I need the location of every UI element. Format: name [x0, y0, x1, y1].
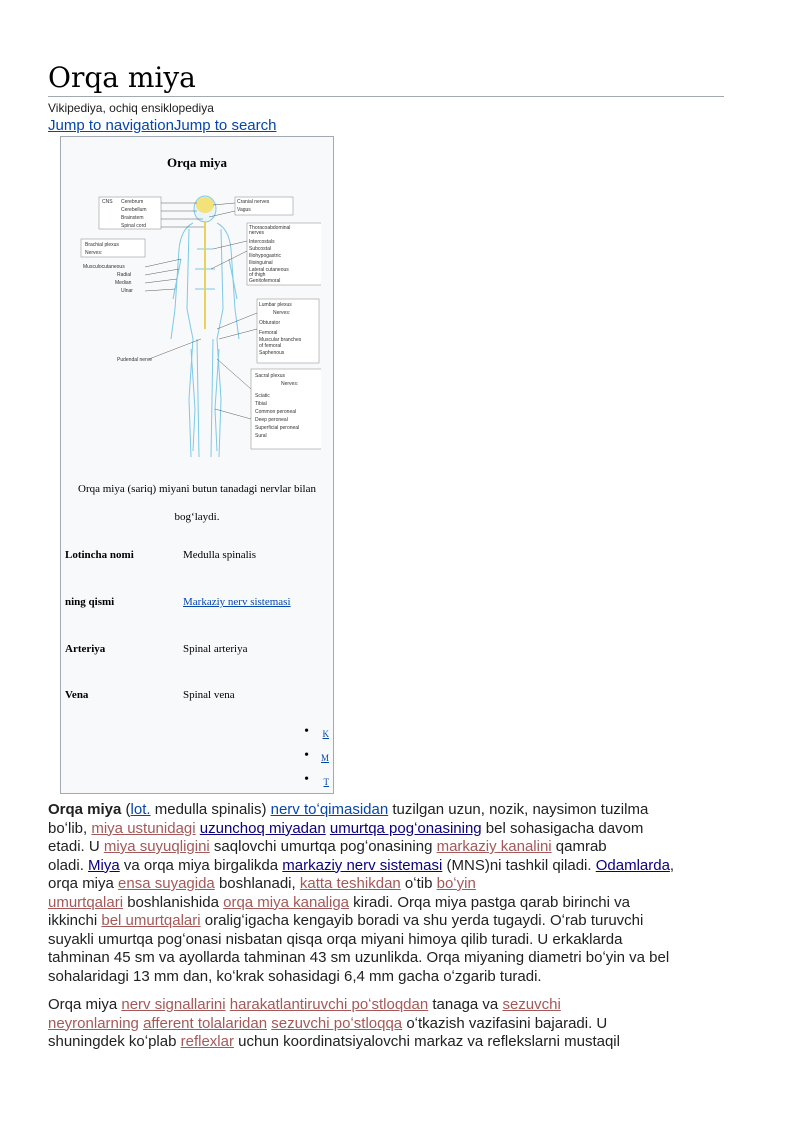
humans-link[interactable]: Odamlarda	[595, 856, 670, 874]
label-spinal-cord: Spinal cord	[121, 223, 147, 229]
navbar-item-edit: • T	[304, 772, 329, 787]
label-median: Median	[115, 280, 132, 286]
foramen-magnum-link[interactable]: katta teshikdan	[299, 875, 401, 892]
brainstem-link[interactable]: miya ustunidagi	[91, 819, 196, 837]
label-nerves-1: nerves	[249, 230, 265, 236]
label-cerebrum: Cerebrum	[121, 199, 144, 205]
navbar-view-link[interactable]: K	[322, 729, 329, 739]
vertebral-column-link[interactable]: umurtqa pogʻonasining	[329, 819, 482, 837]
label-superficial-peroneal: Superficial peroneal	[255, 425, 300, 431]
infobox-row-vein: Vena Spinal vena	[65, 689, 235, 701]
page-header	[48, 0, 724, 135]
label-lateral-cutaneous: Lateral cutaneous	[249, 267, 289, 273]
label-radial: Radial	[117, 272, 132, 278]
cervical-vertebrae-link-1[interactable]: boʻyin	[436, 875, 476, 892]
nervous-tissue-link[interactable]: nerv toʻqimasidan	[270, 801, 389, 818]
article-paragraph-1: Orqa miya (lot. medulla spinalis) nerv toʻqimasidan tuzilgan uzun, nozik, naysimon tuzilma boʻlib, miya ustunidagi uzunchoq miyadan umurtqa pogʻonasining bel sohasigacha davom etadi. U miya suyuqligini saqlovchi umurtqa pogʻonasining markaziy kanalini qamrab oladi. Miya va orqa miya birgalikda markaziy nerv sistemasi (MNS)ni tashkil qiladi. Odamlarda, orqa miya ensa suyagida boshlanadi, katta teshikdan oʻtib boʻyin umurtqalari boshlanishida orqa miya kanaliga kiradi. Orqa miya pastga qarab birinchi va ikkinchi bel umurtqalari oraligʻigacha kengayib boradi va shu yerda tugaydi. Oʻrab turuvchi suyakli umurtqa pogʻonasi nisbatan qisqa orqa miyani himoya qilib turadi. U erkaklarda tahminan 45 sm va ayollarda tahminan 43 sm uzunlikda. Orqa miyaning diametri boʻyin va bel sohalaridagi 13 mm dan, koʻkrak sohasidagi 6,4 mm gacha oʻzgarib turadi.	[48, 801, 675, 985]
site-tagline: Vikipediya, ochiq ensiklopediya	[48, 101, 214, 115]
csf-link[interactable]: miya suyuqligini	[103, 838, 210, 855]
sensory-neurons-link-1[interactable]: sezuvchi	[502, 996, 561, 1013]
infobox-title: Orqa miya	[166, 155, 228, 170]
label-genitofemoral: Genitofemoral	[249, 278, 281, 284]
navbar-talk-link[interactable]: M	[320, 753, 329, 763]
lumbar-vertebrae-link[interactable]: bel umurtqalari	[101, 912, 201, 929]
jump-to-search-link[interactable]: Jump to search	[173, 117, 277, 134]
label-cns: CNS	[102, 199, 113, 205]
reflexes-link[interactable]: reflexlar	[180, 1033, 234, 1050]
label-ulnar: Ulnar	[121, 288, 133, 294]
label-sural: Sural	[255, 433, 267, 439]
nerve-signals-link[interactable]: nerv signallarini	[121, 996, 226, 1013]
jump-to-navigation-link[interactable]: Jump to navigation	[48, 117, 174, 134]
label-pudendal-nerve: Pudendal nerve	[117, 357, 153, 363]
brain-link[interactable]: Miya	[88, 856, 120, 874]
page-title: Orqa miya	[48, 62, 724, 97]
infobox-row-latin-name: Lotincha nomi Medulla spinalis	[65, 549, 257, 561]
label-sciatic: Sciatic	[255, 393, 270, 399]
label-brachial-plexus: Brachial plexus	[85, 242, 119, 248]
label-ilioinguinal: Ilioinguinal	[249, 260, 273, 266]
article-paragraph-2: Orqa miya nerv signallarini harakatlantiruvchi poʻstloqdan tanaga va sezuvchi neyronlarning afferent tolalaridan sezuvchi poʻstloqqa oʻtkazish vazifasini bajaradi. U shuningdek koʻplab reflexlar uchun koordinatsiyalovchi markaz va reflekslarni mustaqil	[48, 996, 620, 1050]
infobox-row-artery: Arteriya Spinal arteriya	[65, 643, 248, 655]
label-thoracoabdominal: Thoracoabdominal	[249, 225, 291, 231]
central-canal-link[interactable]: markaziy kanalini	[436, 838, 552, 855]
motor-cortex-link[interactable]: harakatlantiruvchi poʻstloqdan	[229, 996, 429, 1013]
label-muscular-branches: Muscular branches	[259, 337, 302, 343]
infobox-row-part-of: ning qismi Markaziy nerv sistemasi	[65, 596, 291, 608]
cns-link[interactable]: markaziy nerv sistemasi	[282, 856, 443, 874]
latin-link[interactable]: lot.	[130, 801, 151, 818]
sensory-cortex-link[interactable]: sezuvchi poʻstloqqa	[271, 1014, 403, 1032]
label-of-thigh: of thigh	[249, 272, 266, 278]
label-obturator: Obturator	[259, 320, 281, 326]
jump-links	[48, 117, 724, 135]
label-iliohypogastric: Iliohypogastric	[249, 253, 281, 259]
label-cerebellum: Cerebellum	[121, 207, 147, 213]
label-vagus: Vagus	[237, 207, 251, 213]
navbar-item-talk: • M	[304, 748, 329, 763]
central-nervous-system-link[interactable]: Markaziy nerv sistemasi	[183, 596, 291, 608]
label-nerves-3: Nerves:	[273, 310, 291, 316]
medulla-link[interactable]: uzunchoq miyadan	[199, 819, 326, 837]
label-of-femoral: of femoral	[259, 343, 282, 349]
label-femoral: Femoral	[259, 330, 278, 336]
label-nerves-4: Nerves:	[281, 381, 299, 387]
infobox	[60, 136, 334, 794]
navbar-item-view: • K	[304, 724, 329, 739]
label-intercostals: Intercostals	[249, 239, 275, 245]
occipital-bone-link[interactable]: ensa suyagida	[118, 875, 215, 892]
label-brainstem: Brainstem	[121, 215, 144, 221]
infobox-caption: Orqa miya (sariq) miyani butun tanadagi nervlar bilan bog‘laydi.	[78, 483, 316, 523]
cervical-vertebrae-link-2[interactable]: umurtqalari	[48, 893, 124, 911]
label-saphenous: Saphenous	[259, 350, 285, 356]
label-deep-peroneal: Deep peroneal	[255, 417, 288, 423]
spinal-canal-link[interactable]: orqa miya kanaliga	[223, 893, 350, 911]
label-common-peroneal: Common peroneal	[255, 409, 297, 415]
label-cranial-nerves: Cranial nerves	[237, 199, 270, 205]
label-lumbar-plexus: Lumbar plexus	[259, 302, 292, 308]
afferent-fibers-link[interactable]: afferent tolalaridan	[143, 1014, 268, 1032]
sensory-neurons-link-2[interactable]: neyronlarning	[48, 1014, 139, 1032]
label-tibial: Tibial	[255, 401, 267, 407]
label-sacral-plexus: Sacral plexus	[255, 373, 286, 379]
label-nerves-2: Nerves:	[85, 250, 103, 256]
label-subcostal: Subcostal	[249, 246, 271, 252]
nervous-system-diagram	[77, 189, 321, 469]
navbar-edit-link[interactable]: T	[323, 777, 329, 787]
label-musculocutaneous: Musculocutaneous	[83, 264, 125, 270]
